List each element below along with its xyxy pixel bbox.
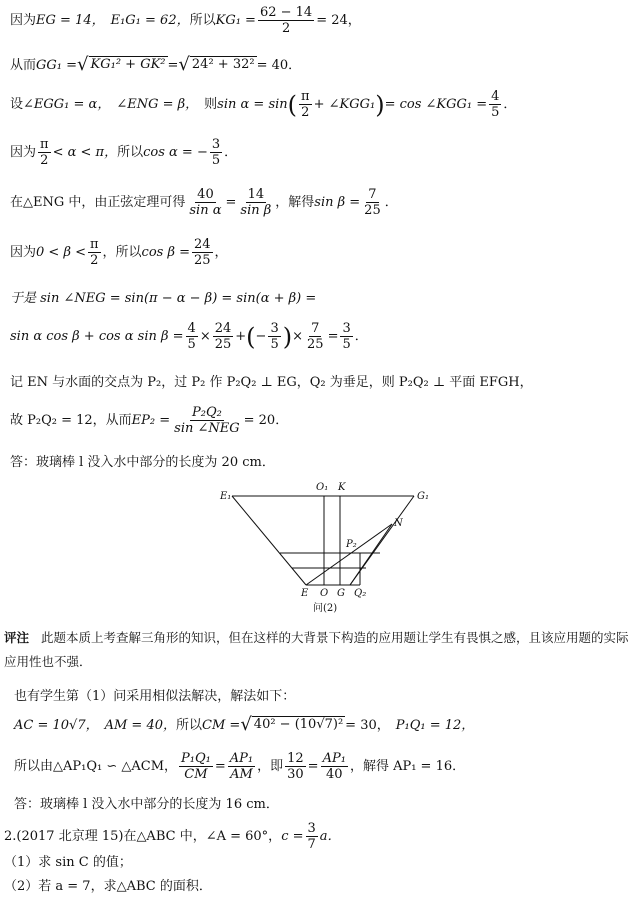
text: ． bbox=[384, 195, 398, 210]
denominator: 25 bbox=[364, 203, 381, 218]
denominator: sin β bbox=[240, 203, 272, 218]
math: P₁Q₁ = 12， bbox=[395, 717, 475, 733]
alt-line-2 bbox=[14, 752, 465, 781]
math: 0 < β < bbox=[36, 245, 86, 260]
denominator: sin α bbox=[189, 203, 222, 218]
fraction bbox=[340, 322, 352, 351]
numerator: 14 bbox=[247, 187, 265, 202]
text: ，即 bbox=[257, 759, 284, 774]
radical-sign: √ bbox=[77, 54, 89, 75]
text: 设 bbox=[10, 97, 24, 112]
eq: = bbox=[167, 57, 179, 73]
numerator: P₂Q₂ bbox=[191, 405, 222, 420]
line-kg1 bbox=[10, 6, 361, 35]
answer-line: 答：玻璃棒 l 没入水中部分的长度为 20 cm． bbox=[10, 455, 275, 470]
math: CM = bbox=[202, 717, 241, 733]
fraction bbox=[268, 322, 280, 351]
line-sin-neg: 于是 sin ∠NEG = sin(π − α − β) = sin(α + β) = bbox=[10, 291, 317, 306]
fraction bbox=[258, 6, 314, 35]
math: AM = 40， bbox=[104, 717, 176, 733]
alt-line-1 bbox=[14, 716, 474, 734]
text: ，所以 bbox=[102, 245, 142, 260]
text: ． bbox=[224, 145, 238, 160]
op: × bbox=[199, 329, 211, 344]
q2-part1: （1）求 sin C 的值； bbox=[4, 855, 132, 870]
math: EP₂ = bbox=[131, 413, 171, 428]
math: c = bbox=[281, 829, 304, 844]
q2-header bbox=[4, 822, 341, 851]
text: 则 bbox=[204, 97, 218, 112]
fraction bbox=[306, 822, 318, 851]
math: a． bbox=[319, 829, 341, 844]
line-p2q2: 记 EN 与水面的交点为 P₂，过 P₂ 作 P₂Q₂ ⊥ EG，Q₂ 为垂足，则 P₂Q₂ ⊥ 平面 EFGH， bbox=[10, 375, 533, 390]
comment-paragraph bbox=[4, 626, 636, 674]
trapezoid-diagram bbox=[210, 478, 440, 618]
text: ， bbox=[214, 245, 228, 260]
paren-left: ( bbox=[287, 90, 298, 119]
math: ∠ENG = β， bbox=[116, 97, 199, 112]
paren-right: ) bbox=[375, 90, 385, 119]
label-k: K bbox=[338, 482, 346, 493]
fraction bbox=[187, 188, 223, 217]
denominator: 5 bbox=[187, 337, 196, 352]
text: ． bbox=[354, 329, 368, 344]
text: ，解得 AP₁ = 16． bbox=[349, 759, 466, 774]
denominator: CM bbox=[184, 767, 208, 782]
denominator: 5 bbox=[211, 153, 221, 168]
math-e1g1: E₁G₁ = 62， bbox=[110, 13, 190, 28]
denominator: 2 bbox=[90, 253, 99, 268]
radicand: KG₁² + GK² bbox=[90, 57, 166, 72]
numerator: 3 bbox=[270, 321, 279, 336]
math: AC = 10√7， bbox=[14, 717, 99, 733]
label-g1: G₁ bbox=[417, 491, 429, 502]
sqrt bbox=[77, 56, 167, 74]
text: 故 P₂Q₂ = 12，从而 bbox=[10, 413, 132, 428]
denominator: 7 bbox=[307, 837, 316, 852]
radical-sign: √ bbox=[178, 54, 190, 75]
numerator: 4 bbox=[187, 321, 196, 336]
line-expansion bbox=[10, 322, 368, 351]
fraction bbox=[238, 188, 273, 217]
text: 所以 bbox=[176, 717, 203, 733]
label-e1: E₁ bbox=[220, 491, 232, 502]
numerator: π bbox=[40, 137, 49, 152]
text: 所以由△AP₁Q₁ ∽ △ACM， bbox=[14, 759, 178, 774]
comment-label: 评注 bbox=[4, 630, 30, 645]
math: ∠EGG₁ = α， bbox=[23, 97, 111, 112]
numerator: π bbox=[89, 237, 99, 252]
eq: = bbox=[327, 329, 339, 344]
line-cos-beta bbox=[10, 238, 228, 267]
numerator: AP₁ bbox=[322, 751, 346, 766]
math: < α < π， bbox=[52, 145, 118, 160]
numerator: 4 bbox=[491, 89, 500, 104]
math-eg: EG = 14， bbox=[36, 13, 105, 28]
line-sine-rule bbox=[10, 188, 398, 217]
math: = cos ∠KGG₁ = bbox=[384, 97, 488, 112]
label-g: G bbox=[337, 588, 345, 599]
text: 因为 bbox=[10, 245, 37, 260]
fraction bbox=[210, 138, 222, 167]
paren-left: ( bbox=[246, 322, 256, 351]
fraction bbox=[362, 188, 383, 217]
numerator: 7 bbox=[311, 321, 320, 336]
fraction bbox=[186, 322, 198, 351]
text: 因为 bbox=[10, 145, 37, 160]
sqrt bbox=[240, 716, 345, 734]
numerator: 7 bbox=[368, 187, 377, 202]
fraction bbox=[172, 406, 241, 435]
math: sin β = bbox=[314, 195, 361, 210]
diagram-caption: 问(2) bbox=[313, 603, 338, 614]
sqrt bbox=[178, 56, 256, 74]
math: sin α cos β + cos α sin β = bbox=[10, 329, 184, 344]
fraction bbox=[179, 752, 213, 781]
edge-e1e bbox=[232, 496, 306, 585]
op: + bbox=[235, 329, 247, 344]
eq: = bbox=[214, 759, 226, 774]
text: 所以 bbox=[117, 145, 144, 160]
math-gg1: GG₁ = bbox=[36, 57, 78, 73]
fraction bbox=[299, 90, 312, 119]
line-sin-alpha bbox=[10, 90, 516, 119]
alt-answer: 答：玻璃棒 l 没入水中部分的长度为 16 cm． bbox=[14, 797, 279, 812]
text: 因为 bbox=[10, 13, 37, 28]
numerator: 62 − 14 bbox=[259, 5, 313, 20]
radicand: 24² + 32² bbox=[191, 57, 255, 72]
numerator: AP₁ bbox=[229, 751, 254, 766]
numerator: 3 bbox=[307, 821, 316, 836]
numerator: π bbox=[301, 89, 310, 104]
numerator: 24 bbox=[194, 237, 211, 252]
fraction bbox=[88, 238, 101, 267]
denominator: AM bbox=[230, 767, 253, 782]
math-kg1: KG₁ = bbox=[215, 13, 256, 28]
radical-sign: √ bbox=[240, 714, 252, 735]
line-gg1 bbox=[10, 56, 301, 74]
comment-text: 此题本质上考查解三角形的知识，但在这样的大背景下构造的应用题让学生有畏惧之感，且该应用题的实际应用性也不强． bbox=[4, 630, 629, 669]
fraction bbox=[38, 138, 51, 167]
diagram-svg bbox=[210, 478, 440, 618]
denominator: 25 bbox=[214, 337, 232, 352]
denominator: 2 bbox=[40, 153, 49, 168]
text: ． bbox=[503, 97, 517, 112]
result: = 40． bbox=[256, 57, 302, 73]
q2-part2: （2）若 a = 7，求△ABC 的面积． bbox=[4, 879, 212, 894]
alt-intro: 也有学生第（1）问采用相似法解决，解法如下： bbox=[14, 689, 296, 704]
label-o1: O₁ bbox=[316, 482, 329, 493]
fraction bbox=[285, 752, 306, 781]
line-en bbox=[306, 524, 392, 585]
line-ep2 bbox=[10, 406, 288, 435]
op: − bbox=[255, 329, 267, 344]
result: = 30， bbox=[345, 717, 390, 733]
text: 所以 bbox=[189, 13, 216, 28]
denominator: 30 bbox=[287, 767, 304, 782]
text: 2.(2017 北京理 15)在△ABC 中，∠A = 60°， bbox=[4, 829, 282, 844]
denominator: 2 bbox=[301, 105, 310, 120]
fraction bbox=[489, 90, 501, 119]
label-n: N bbox=[394, 518, 403, 529]
text: 从而 bbox=[10, 57, 37, 73]
math: cos β = bbox=[141, 245, 190, 260]
label-o: O bbox=[320, 588, 329, 599]
fraction bbox=[305, 322, 326, 351]
radicand: 40² − (10√7)² bbox=[253, 717, 344, 732]
eq: = bbox=[307, 759, 319, 774]
label-q2: Q₂ bbox=[354, 588, 367, 599]
fraction bbox=[228, 752, 255, 781]
denominator: 25 bbox=[194, 253, 211, 268]
denominator: 40 bbox=[325, 767, 343, 782]
paren-right: ) bbox=[282, 322, 293, 351]
op: × bbox=[292, 329, 304, 344]
line-cos-alpha bbox=[10, 138, 237, 167]
numerator: P₁Q₁ bbox=[181, 751, 211, 766]
text: 在△ENG 中，由正弦定理可得 bbox=[10, 195, 186, 210]
text: ，解得 bbox=[275, 195, 315, 210]
denominator: sin ∠NEG bbox=[174, 421, 240, 436]
numerator: 24 bbox=[214, 321, 232, 336]
fraction bbox=[213, 322, 234, 351]
fraction bbox=[192, 238, 213, 267]
denominator: 25 bbox=[307, 337, 324, 352]
math: + ∠KGG₁ bbox=[313, 97, 376, 112]
numerator: 3 bbox=[211, 137, 221, 152]
result: = 24， bbox=[316, 13, 361, 28]
math: cos α = − bbox=[143, 145, 208, 160]
denominator: 5 bbox=[342, 337, 351, 352]
eq: = bbox=[225, 195, 237, 210]
denominator: 5 bbox=[491, 105, 500, 120]
denominator: 5 bbox=[270, 337, 279, 352]
fraction bbox=[321, 752, 348, 781]
numerator: 3 bbox=[342, 321, 351, 336]
numerator: 12 bbox=[287, 751, 304, 766]
label-e: E bbox=[301, 588, 309, 599]
numerator: 40 bbox=[197, 187, 214, 202]
line-gn bbox=[350, 524, 392, 585]
math: sin α = sin bbox=[217, 97, 288, 112]
label-p2: P₂ bbox=[346, 539, 357, 550]
result: = 20． bbox=[243, 413, 289, 428]
denominator: 2 bbox=[281, 21, 291, 36]
